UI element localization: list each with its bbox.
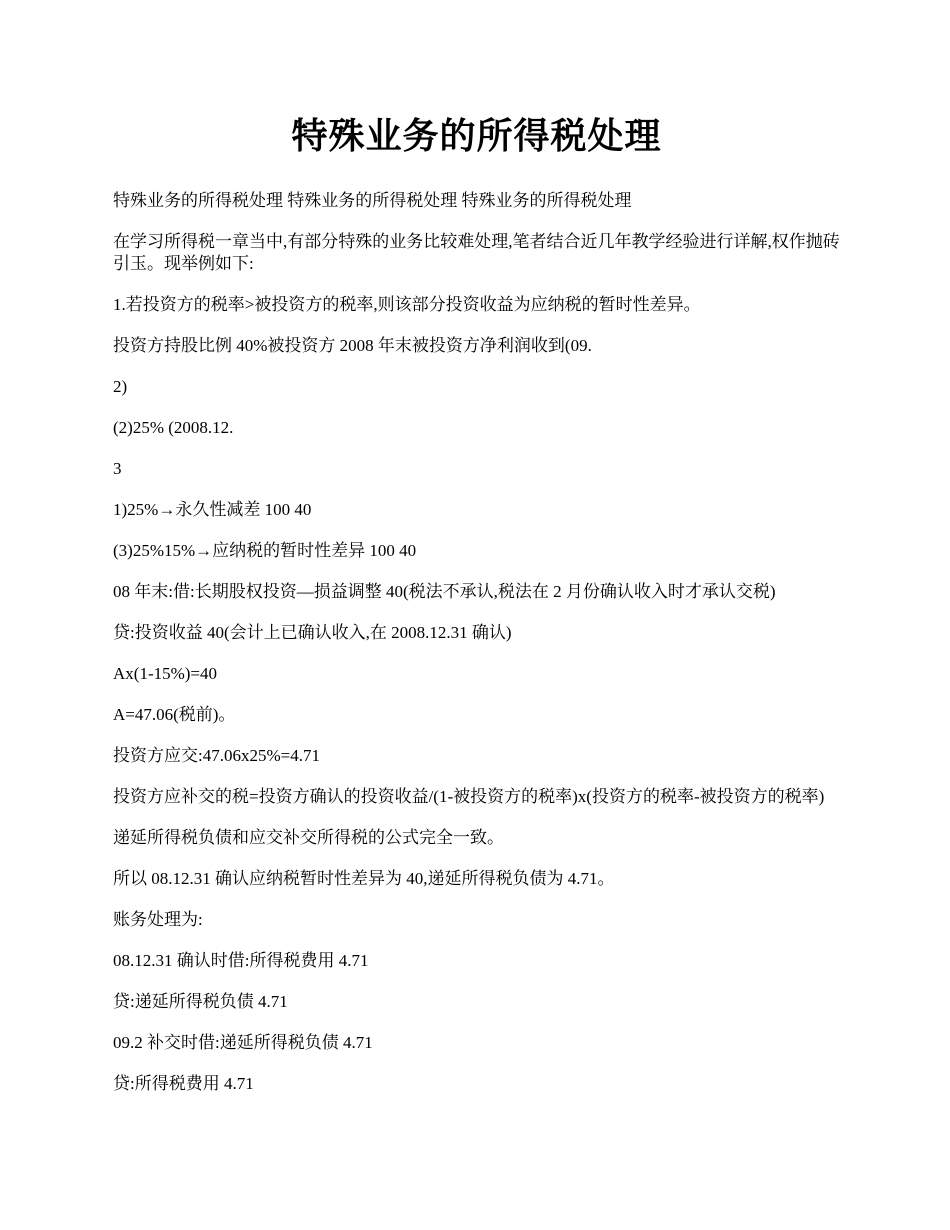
document-title: 特殊业务的所得税处理	[291, 116, 662, 156]
paragraph-item: (3)25%15%→应纳税的暂时性差异 100 40	[113, 541, 417, 560]
paragraph-formula: A=47.06(税前)。	[113, 705, 236, 724]
paragraph-heading: 账务处理为:	[113, 910, 203, 929]
paragraph-note: 所以 08.12.31 确认应纳税暂时性差异为 40,递延所得税负债为 4.71。	[113, 869, 615, 888]
paragraph-formula: 投资方应交:47.06x25%=4.71	[113, 746, 320, 765]
paragraph-journal-entry: 09.2 补交时借:递延所得税负债 4.71	[113, 1033, 373, 1052]
document-page	[113, 112, 840, 1114]
paragraph-item: 1)25%→永久性减差 100 40	[113, 500, 312, 519]
paragraph-note: 递延所得税负债和应交补交所得税的公式完全一致。	[113, 828, 504, 847]
paragraph-item: 2)	[113, 377, 128, 396]
paragraph-journal-entry: 贷:递延所得税负债 4.71	[113, 992, 288, 1011]
paragraph-item: 3	[113, 459, 122, 478]
paragraph-journal-entry: 08 年末:借:长期股权投资—损益调整 40(税法不承认,税法在 2 月份确认收入时才承认交税)	[113, 582, 776, 601]
paragraph-formula: 投资方应补交的税=投资方确认的投资收益/(1-被投资方的税率)x(投资方的税率-被投资方的税率)	[113, 787, 825, 806]
paragraph-formula: Ax(1-15%)=40	[113, 664, 218, 683]
paragraph-subtitle-repeat: 特殊业务的所得税处理 特殊业务的所得税处理 特殊业务的所得税处理	[113, 191, 632, 210]
paragraph-intro: 在学习所得税一章当中,有部分特殊的业务比较难处理,笔者结合近几年教学经验进行详解,权作抛砖引玉。现举例如下:	[113, 232, 840, 273]
paragraph-item: (2)25% (2008.12.	[113, 418, 234, 437]
paragraph-rule-1: 1.若投资方的税率>被投资方的税率,则该部分投资收益为应纳税的暂时性差异。	[113, 295, 701, 314]
paragraph-journal-entry: 贷:投资收益 40(会计上已确认收入,在 2008.12.31 确认)	[113, 623, 512, 642]
paragraph-journal-entry: 08.12.31 确认时借:所得税费用 4.71	[113, 951, 369, 970]
paragraph-example-header: 投资方持股比例 40%被投资方 2008 年末被投资方净利润收到(09.	[113, 336, 592, 355]
paragraph-journal-entry: 贷:所得税费用 4.71	[113, 1074, 254, 1093]
